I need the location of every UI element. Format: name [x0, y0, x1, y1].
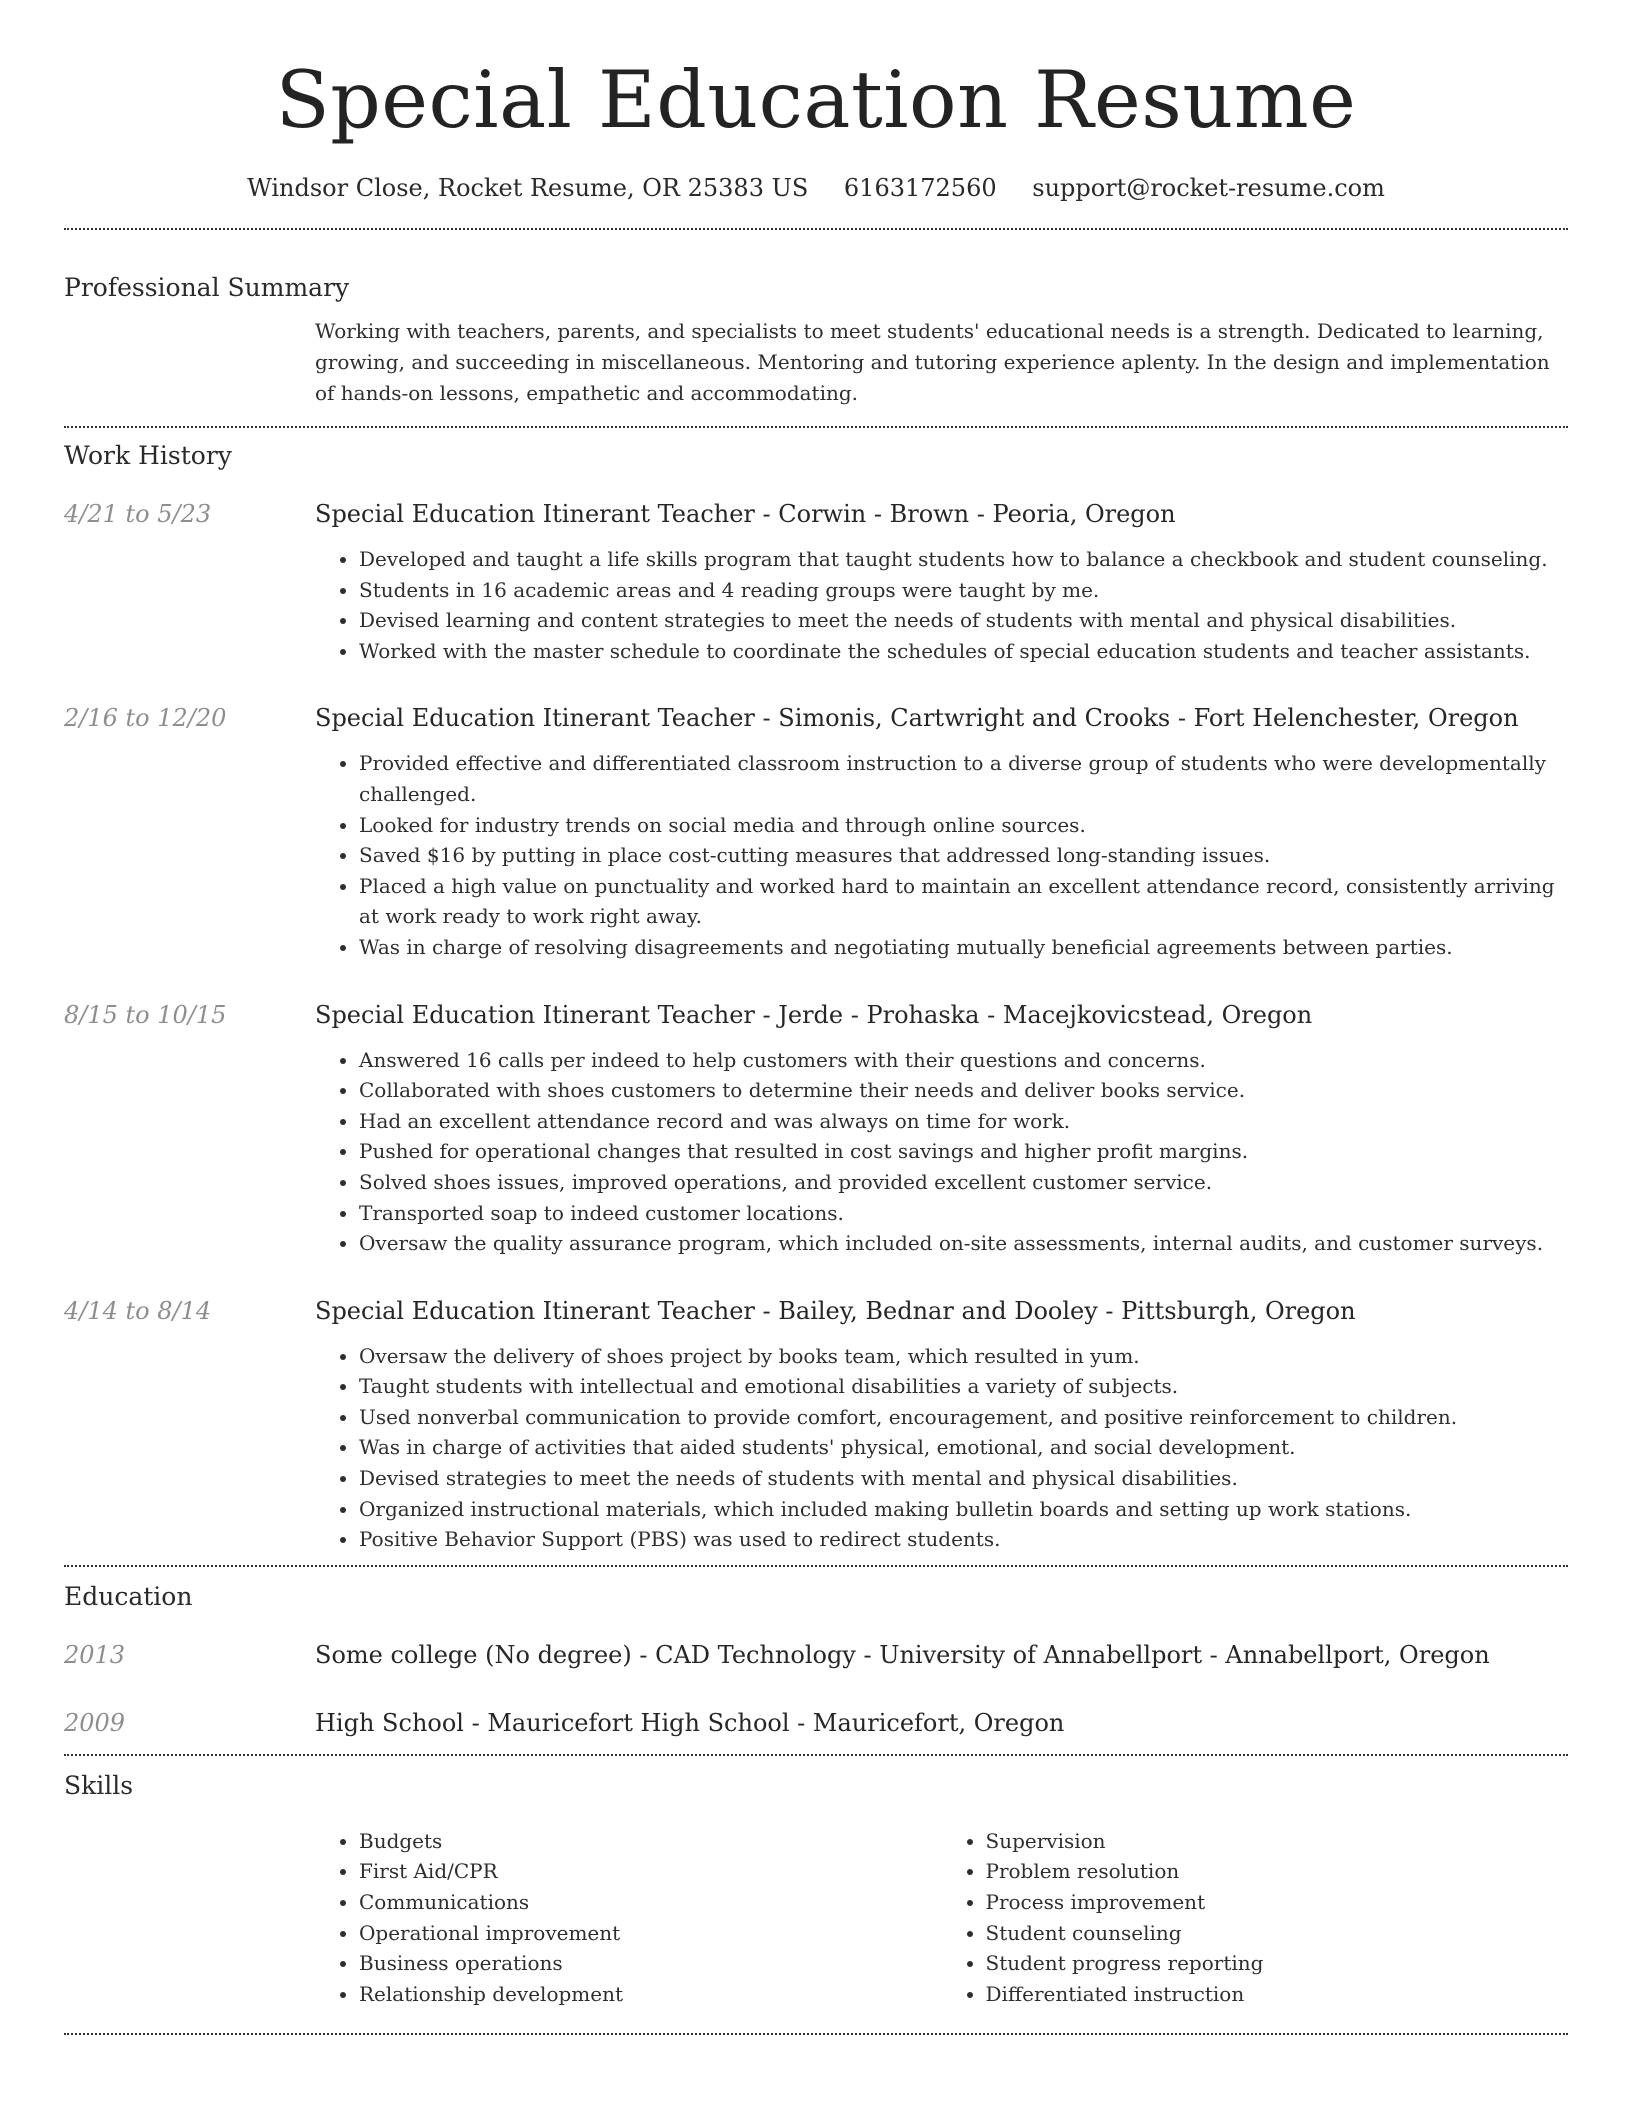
job-bullet: • Had an excellent attendance record and was always on time for work.	[359, 1106, 1568, 1137]
education-heading: High School - Mauricefort High School - Mauricefort, Oregon	[315, 1708, 1065, 1737]
job-bullet: • Was in charge of activities that aided students' physical, emotional, and social development.	[359, 1432, 1568, 1463]
job-bullet: • Collaborated with shoes customers to determine their needs and deliver books service.	[359, 1075, 1568, 1106]
skills-row	[64, 1826, 1568, 2010]
skill-item: • Process improvement	[986, 1887, 1569, 1918]
job-bullet: • Used nonverbal communication to provide comfort, encouragement, and positive reinforcement to children.	[359, 1402, 1568, 1433]
contact-address: Windsor Close, Rocket Resume, OR 25383 US	[247, 174, 809, 202]
skill-item: • First Aid/CPR	[359, 1856, 942, 1887]
job-bullet: • Developed and taught a life skills program that taught students how to balance a checkbook and student counseling.	[359, 544, 1568, 575]
skill-item: • Operational improvement	[359, 1918, 942, 1949]
job-bullets	[315, 748, 1568, 962]
job-bullet: • Pushed for operational changes that resulted in cost savings and higher profit margins.	[359, 1136, 1568, 1167]
job-bullet: • Students in 16 academic areas and 4 reading groups were taught by me.	[359, 575, 1568, 606]
skill-item: • Problem resolution	[986, 1856, 1569, 1887]
section-divider	[64, 1565, 1568, 1567]
skills-list-right	[942, 1826, 1569, 2010]
section-divider	[64, 2033, 1568, 2035]
job-bullet: • Answered 16 calls per indeed to help customers with their questions and concerns.	[359, 1045, 1568, 1076]
job-heading: Special Education Itinerant Teacher - Bailey, Bednar and Dooley - Pittsburgh, Oregon	[315, 1296, 1356, 1325]
job-bullets	[315, 1045, 1568, 1259]
skill-item: • Budgets	[359, 1826, 942, 1857]
section-title-work-history: Work History	[64, 441, 232, 470]
contact-email: support@rocket-resume.com	[1032, 174, 1385, 202]
summary-text: Working with teachers, parents, and specialists to meet students' educational needs is a strength. Dedicated to learning, growing, and succeeding in miscellaneous. Mentoring and tutoring experience aplenty. In the design and implementation of hands-on lessons, empathetic and accommodating.	[315, 319, 1550, 405]
skill-item: • Communications	[359, 1887, 942, 1918]
job-bullet: • Positive Behavior Support (PBS) was used to redirect students.	[359, 1524, 1568, 1555]
job-bullet: • Oversaw the delivery of shoes project by books team, which resulted in yum.	[359, 1341, 1568, 1372]
skill-item: • Business operations	[359, 1948, 942, 1979]
job-bullet: • Worked with the master schedule to coordinate the schedules of special education students and teacher assistants.	[359, 636, 1568, 667]
job-entry	[64, 997, 1568, 1259]
contact-phone: 6163172560	[843, 174, 997, 202]
section-title-education: Education	[64, 1581, 193, 1611]
job-bullet: • Solved shoes issues, improved operations, and provided excellent customer service.	[359, 1167, 1568, 1198]
job-dates: 8/15 to 10/15	[64, 1000, 227, 1029]
education-year: 2013	[64, 1640, 126, 1669]
job-dates: 2/16 to 12/20	[64, 704, 227, 733]
job-bullet: • Organized instructional materials, which included making bulletin boards and setting up work stations.	[359, 1494, 1568, 1525]
skill-item: • Differentiated instruction	[986, 1979, 1569, 2010]
job-entry	[64, 700, 1568, 962]
job-entry	[64, 1293, 1568, 1555]
skills-columns	[315, 1826, 1568, 2010]
skill-item: • Supervision	[986, 1826, 1569, 1857]
summary-row	[64, 316, 1568, 409]
resume-page	[64, 0, 1568, 2035]
job-dates: 4/21 to 5/23	[64, 500, 212, 528]
skill-item: • Student progress reporting	[986, 1948, 1569, 1979]
skill-item: • Relationship development	[359, 1979, 942, 2010]
job-bullet: • Was in charge of resolving disagreements and negotiating mutually beneficial agreements between parties.	[359, 932, 1568, 963]
job-bullet: • Provided effective and differentiated classroom instruction to a diverse group of students who were developmentally challenged.	[359, 748, 1568, 809]
job-bullet: • Devised strategies to meet the needs of students with mental and physical disabilities.	[359, 1463, 1568, 1494]
job-bullet: • Devised learning and content strategies to meet the needs of students with mental and physical disabilities.	[359, 605, 1568, 636]
contact-line	[64, 172, 1568, 204]
job-heading: Special Education Itinerant Teacher - Corwin - Brown - Peoria, Oregon	[315, 500, 1176, 528]
section-title-skills: Skills	[64, 1770, 134, 1800]
skills-list-left	[315, 1826, 942, 2010]
education-year: 2009	[64, 1708, 126, 1737]
job-bullet: • Placed a high value on punctuality and worked hard to maintain an excellent attendance record, consistently arriving at work ready to work right away.	[359, 871, 1568, 932]
job-heading: Special Education Itinerant Teacher - Simonis, Cartwright and Crooks - Fort Helenchester, Oregon	[315, 704, 1519, 733]
section-divider	[64, 426, 1568, 428]
job-bullet: • Transported soap to indeed customer locations.	[359, 1198, 1568, 1229]
education-entry	[64, 1637, 1568, 1673]
job-bullet: • Taught students with intellectual and emotional disabilities a variety of subjects.	[359, 1371, 1568, 1402]
education-entry	[64, 1705, 1568, 1741]
education-heading: Some college (No degree) - CAD Technology - University of Annabellport - Annabellport, Oregon	[315, 1640, 1490, 1669]
section-divider	[64, 228, 1568, 230]
job-bullet: • Oversaw the quality assurance program, which included on-site assessments, internal audits, and customer surveys.	[359, 1228, 1568, 1259]
job-heading: Special Education Itinerant Teacher - Jerde - Prohaska - Macejkovicstead, Oregon	[315, 1000, 1313, 1029]
job-entry	[64, 496, 1568, 666]
section-title-summary: Professional Summary	[64, 273, 350, 302]
skill-item: • Student counseling	[986, 1918, 1569, 1949]
job-bullet: • Looked for industry trends on social media and through online sources.	[359, 810, 1568, 841]
job-bullets	[315, 1341, 1568, 1555]
job-bullets	[315, 544, 1568, 666]
job-dates: 4/14 to 8/14	[64, 1296, 212, 1325]
resume-name: Special Education Resume	[275, 54, 1357, 146]
job-bullet: • Saved $16 by putting in place cost-cutting measures that addressed long-standing issues.	[359, 840, 1568, 871]
section-divider	[64, 1754, 1568, 1756]
